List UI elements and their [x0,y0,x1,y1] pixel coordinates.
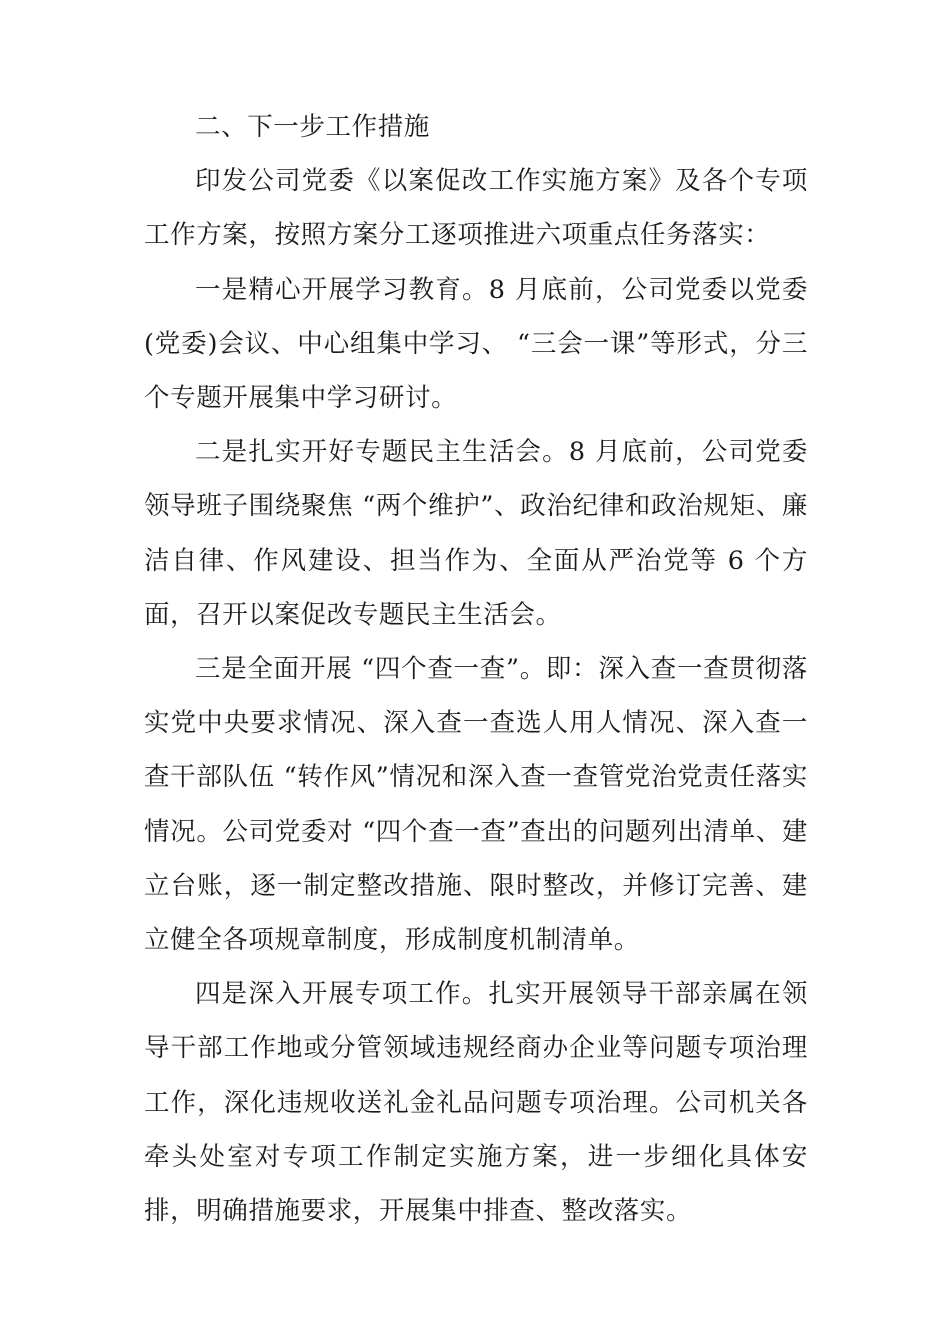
paragraph-four-checks: 三是全面开展 “四个查一查”。即：深入查一查贯彻落实党中央要求情况、深入查一查选人用人情况、深入查一查干部队伍 “转作风”情况和深入查一查管党治党责任落实情况。公司党委对 “四个查一查”查出的问题列出清单、建立台账，逐一制定整改措施、限时整改，并修订完善、建立健全各项规章制度，形成制度机制清单。 [144,654,808,956]
paragraph-intro: 印发公司党委《以案促改工作实施方案》及各个专项工作方案，按照方案分工逐项推进六项重点任务落实： [144,166,808,251]
paragraph-study-education: 一是精心开展学习教育。8 月底前，公司党委以党委(党委)会议、中心组集中学习、 “三会一课”等形式，分三个专题开展集中学习研讨。 [144,274,808,414]
document-body [144,100,808,1238]
paragraph-special-work: 四是深入开展专项工作。扎实开展领导干部亲属在领导干部工作地或分管领域违规经商办企业等问题专项治理工作，深化违规收送礼金礼品问题专项治理。公司机关各牵头处室对专项工作制定实施方案，进一步细化具体安排，明确措施要求，开展集中排查、整改落实。 [144,979,808,1227]
section-heading: 二、下一步工作措施 [195,112,430,142]
paragraph-democratic-life-meeting: 二是扎实开好专题民主生活会。8 月底前，公司党委领导班子围绕聚焦 “两个维护”、政治纪律和政治规矩、廉洁自律、作风建设、担当作为、全面从严治党等 6 个方面，召开以案促改专题民主生活会。 [144,437,808,630]
